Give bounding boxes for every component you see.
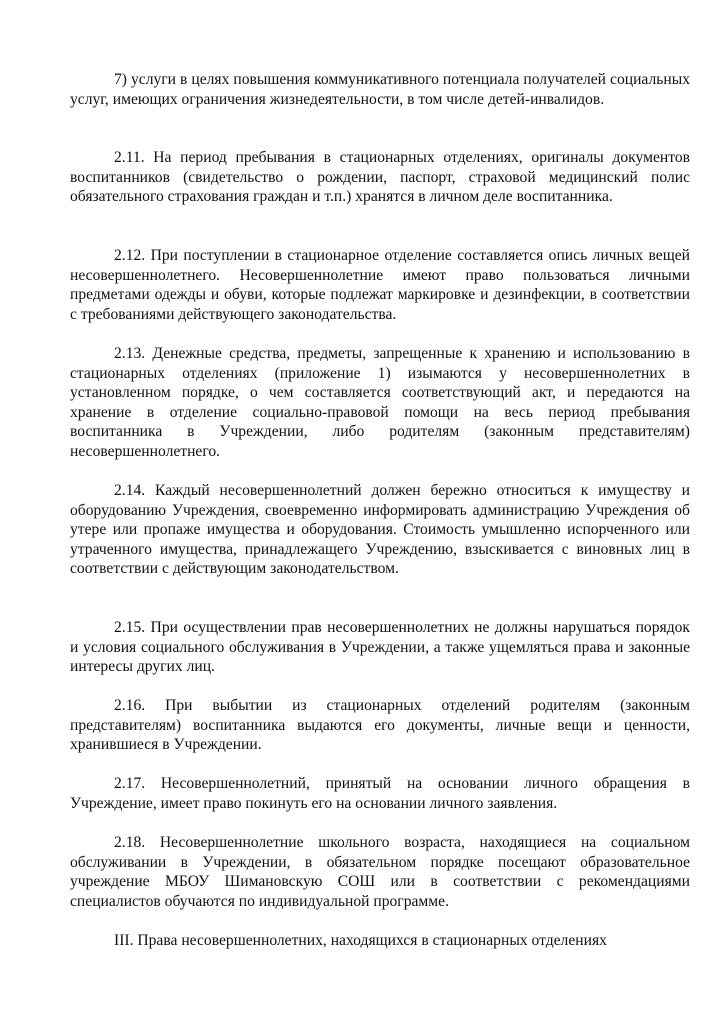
paragraph-2-16: 2.16. При выбытии из стационарных отделений родителям (законным представителям) воспитанника выдаются его документы, личные вещи и ценности, хранившиеся в Учреждении. — [70, 697, 690, 754]
paragraph-item-7: 7) услуги в целях повышения коммуникативного потенциала получателей социальных услуг, имеющих ограничения жизнедеятельности, в том числе детей-инвалидов. — [70, 71, 690, 108]
paragraph-2-13: 2.13. Денежные средства, предметы, запрещенные к хранению и использованию в стационарных отделениях (приложение 1) изымаются у несовершеннолетних в установленном порядке, о чем составляется соответствующий акт, и передаются на хранение в отделение социально-правовой помощи на весь период пребывания воспитанника в Учреждении, либо родителям (законным представителям) несовершеннолетнего. — [70, 345, 690, 460]
section-heading: III. Права несовершеннолетних, находящихся в стационарных отделениях — [114, 932, 607, 949]
paragraph-2-18: 2.18. Несовершеннолетние школьного возраста, находящиеся на социальном обслуживании в Учреждении, в обязательном порядке посещают образовательное учреждение МБОУ Шимановскую СОШ или в соответствии с рекомендациями специалистов обучаются по индивидуальной программе. — [70, 834, 690, 910]
paragraph-2-15: 2.15. При осуществлении прав несовершеннолетних не должны нарушаться порядок и условия социального обслуживания в Учреждении, а также ущемляться права и законные интересы других лиц. — [70, 619, 690, 676]
paragraph-2-11: 2.11. На период пребывания в стационарных отделениях, оригиналы документов воспитанников (свидетельство о рождении, паспорт, страховой медицинский полис обязательного страхования граждан и т.п.) хранятся в личном деле воспитанника. — [70, 149, 690, 206]
paragraph-2-12: 2.12. При поступлении в стационарное отделение составляется опись личных вещей несовершеннолетнего. Несовершеннолетние имеют право пользоваться личными предметами одежды и обуви, которые подлежат маркировке и дезинфекции, в соответствии с требованиями действующего законодательства. — [70, 247, 690, 323]
paragraph-2-17: 2.17. Несовершеннолетний, принятый на основании личного обращения в Учреждение, имеет право покинуть его на основании личного заявления. — [70, 775, 690, 812]
paragraph-2-14: 2.14. Каждый несовершеннолетний должен бережно относиться к имуществу и оборудованию Учреждения, своевременно информировать администрацию Учреждения об утере или пропаже имущества и оборудования. Стоимость умышленно испорченного или утраченного имущества, принадлежащего Учреждению, взыскивается с виновных лиц в соответствии с действующим законодательством. — [70, 482, 690, 578]
